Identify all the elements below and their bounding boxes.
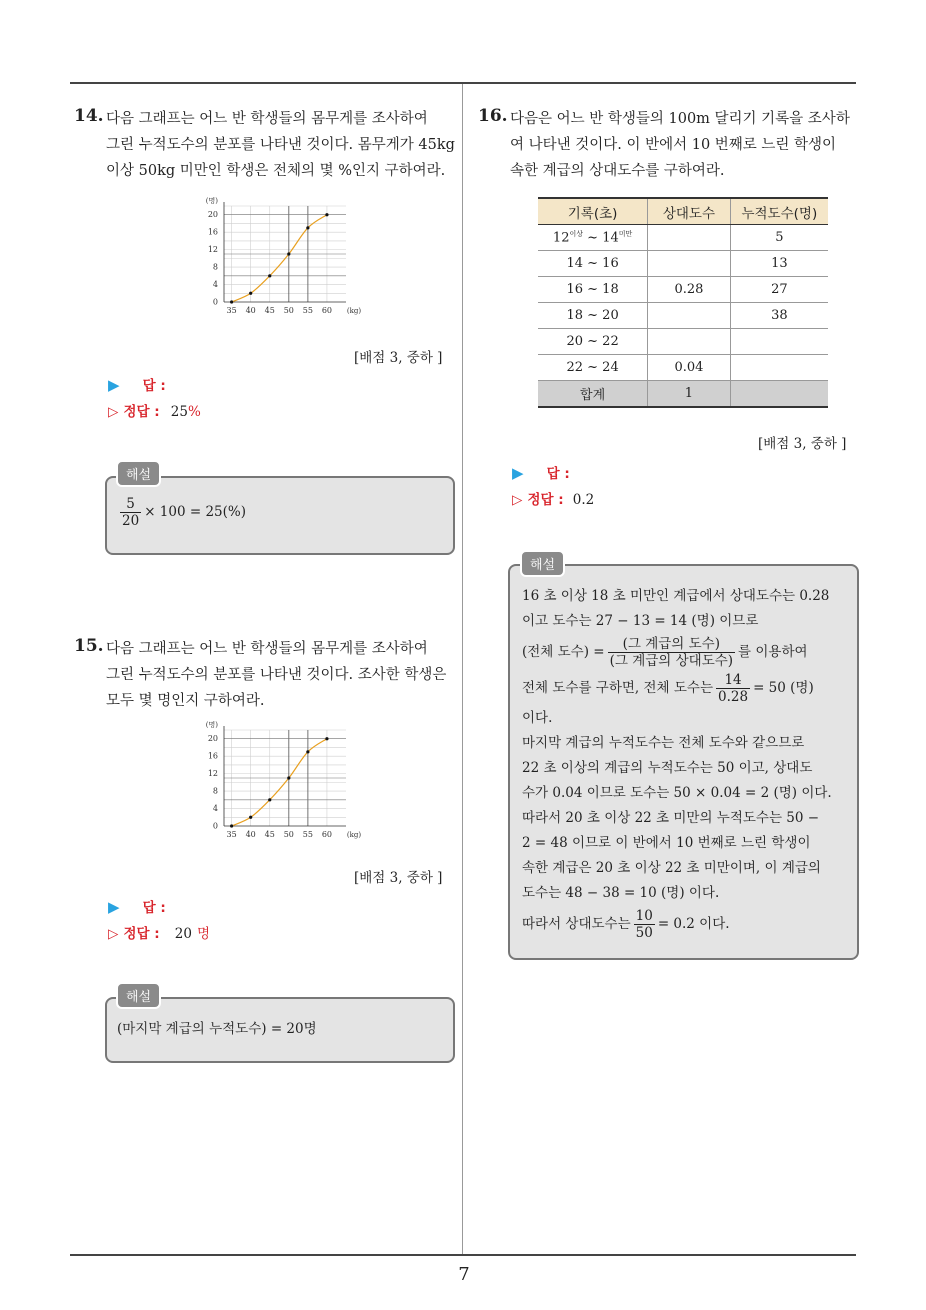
x-tick-label: 40 <box>245 306 256 315</box>
solution-tag-15: 해설 <box>116 982 161 1009</box>
table-cell-cumulative <box>730 329 828 355</box>
fraction: $\frac{14}{0.28}$ <box>718 672 749 705</box>
data-point <box>230 824 233 827</box>
solution-line: 전체 도수를 구하면, 전체 도수는 $\frac{14}{0.28}$ = 50 (명) <box>522 672 814 705</box>
solution-line: (전체 도수) = $\frac{\text{(그 계급의 도수)}}{\text{(그 계급의 상대도수)}}$ 를 이용하여 <box>522 636 808 669</box>
question-16-line: 속한 계급의 상대도수를 구하여라. <box>510 163 725 179</box>
data-point <box>249 292 252 295</box>
solution-line: 2 = 48 이므로 이 반에서 10 번째로 느린 학생이 <box>522 835 811 851</box>
table-cell-range: 14 ~ 16 <box>538 251 648 277</box>
table-cell-range: 16 ~ 18 <box>538 277 648 303</box>
play-icon: ▶ <box>108 898 120 916</box>
table-total-label: 합계 <box>538 381 648 408</box>
x-tick-label: 35 <box>226 830 237 839</box>
correct-value: 25 <box>170 404 188 420</box>
table-header: 상대도수 <box>648 198 731 225</box>
table-row <box>538 251 828 277</box>
bottom-rule <box>70 1254 856 1256</box>
question-14-line: 이상 50kg 미만인 학생은 전체의 몇 %인지 구하여라. <box>106 163 446 179</box>
table-cell-cumulative: 38 <box>730 303 828 329</box>
y-tick-label: 12 <box>207 769 218 779</box>
question-15-line: 모두 몇 명인지 구하여라. <box>106 693 265 709</box>
table-cell-cumulative: 5 <box>730 225 828 251</box>
table-total-row <box>538 381 828 408</box>
question-14-number: 14. <box>74 106 104 126</box>
question-15-correct-row <box>108 922 210 942</box>
question-15-number: 15. <box>74 636 104 656</box>
question-15-line: 다음 그래프는 어느 반 학생들의 몸무게를 조사하여 <box>106 641 428 657</box>
correct-unit: 명 <box>197 926 211 942</box>
table-total-cumulative <box>730 381 828 408</box>
solution-line: 따라서 상대도수는 $\frac{10}{50}$ = 0.2 이다. <box>522 908 730 941</box>
x-tick-label: 55 <box>302 306 313 315</box>
triangle-outline-icon: ▷ <box>108 926 119 942</box>
fraction: $\frac{10}{50}$ <box>635 908 653 941</box>
correct-value: 20 <box>174 926 192 942</box>
x-tick-label: 35 <box>226 306 237 315</box>
solution-box-14 <box>105 476 455 555</box>
table-row <box>538 355 828 381</box>
correct-label: 정답 : <box>527 492 564 508</box>
y-tick-label: 4 <box>212 280 218 290</box>
data-point <box>287 252 290 255</box>
frequency-table <box>538 197 828 408</box>
table-cell-relative: 0.28 <box>648 277 731 303</box>
table-total-relative: 1 <box>648 381 731 408</box>
solution-line: 이다. <box>522 710 553 726</box>
question-15-answer-row <box>108 896 166 916</box>
y-axis-label: (명) <box>205 721 218 729</box>
data-point <box>306 750 309 753</box>
table-cell-relative <box>648 303 731 329</box>
top-rule <box>70 82 856 84</box>
question-15-line: 그린 누적도수의 분포를 나타낸 것이다. 조사한 학생은 <box>106 667 447 683</box>
answer-label: 답 : <box>142 378 166 394</box>
question-14-correct-row <box>108 400 201 420</box>
solution-line: 수가 0.04 이므로 도수는 50 × 0.04 = 2 (명) 이다. <box>522 785 832 801</box>
table-cell-range: 20 ~ 22 <box>538 329 648 355</box>
x-axis-label: (kg) <box>346 831 362 839</box>
y-tick-label: 16 <box>207 227 218 237</box>
data-point <box>268 274 271 277</box>
table-header-row <box>538 198 828 225</box>
question-16-number: 16. <box>478 106 508 126</box>
solution-tag-16: 해설 <box>520 550 565 577</box>
answer-label: 답 : <box>142 900 166 916</box>
question-16-line: 여 나타낸 것이다. 이 반에서 10 번째로 느린 학생이 <box>510 137 837 153</box>
table-row <box>538 277 828 303</box>
question-14-line: 그린 누적도수의 분포를 나타낸 것이다. 몸무게가 45kg <box>106 137 455 153</box>
cumulative-frequency-chart-14 <box>196 194 364 320</box>
table-cell-cumulative <box>730 355 828 381</box>
question-16-answer-row <box>512 462 570 482</box>
question-14-answer-row <box>108 374 166 394</box>
x-tick-label: 40 <box>245 830 256 839</box>
question-16-meta: [배점 3, 중하 ] <box>758 436 847 452</box>
y-tick-label: 12 <box>207 245 218 255</box>
solution-line: 도수는 48 − 38 = 10 (명) 이다. <box>522 885 720 901</box>
solution-14-text <box>117 496 246 529</box>
y-tick-label: 8 <box>212 262 218 272</box>
table-cell-cumulative: 27 <box>730 277 828 303</box>
play-icon: ▶ <box>512 464 524 482</box>
y-tick-label: 20 <box>207 734 218 744</box>
solution-line: 따라서 20 초 이상 22 초 미만의 누적도수는 50 − <box>522 810 820 826</box>
question-14-text <box>106 106 466 184</box>
triangle-outline-icon: ▷ <box>512 492 523 508</box>
solution-line: 16 초 이상 18 초 미만인 계급에서 상대도수는 0.28 <box>522 588 830 604</box>
x-tick-label: 50 <box>283 830 294 839</box>
question-15-text <box>106 636 466 714</box>
solution-line: 이고 도수는 27 − 13 = 14 (명) 이므로 <box>522 613 759 629</box>
fraction: $\frac{\text{(그 계급의 도수)}}{\text{(그 계급의 상대도수)}}$ <box>609 636 734 669</box>
y-tick-label: 16 <box>207 751 218 761</box>
question-16-correct-row <box>512 488 594 508</box>
correct-unit: % <box>187 404 201 420</box>
y-tick-label: 4 <box>212 804 218 814</box>
solution-14-expression: × 100 = 25(%) <box>144 504 246 520</box>
fraction: $\frac{5}{20}$ <box>122 496 140 529</box>
table-row <box>538 225 828 251</box>
table-header: 누적도수(명) <box>730 198 828 225</box>
data-point <box>249 816 252 819</box>
page-number: 7 <box>458 1264 470 1285</box>
correct-label: 정답 : <box>123 404 160 420</box>
correct-label: 정답 : <box>123 926 160 942</box>
triangle-outline-icon: ▷ <box>108 404 119 420</box>
question-16-line: 다음은 어느 반 학생들의 100m 달리기 기록을 조사하 <box>510 111 850 127</box>
solution-tag-14: 해설 <box>116 460 161 487</box>
data-point <box>325 737 328 740</box>
x-tick-label: 60 <box>321 306 333 315</box>
y-tick-label: 8 <box>212 786 218 796</box>
x-tick-label: 45 <box>264 830 275 839</box>
y-tick-label: 0 <box>212 821 218 831</box>
x-axis-label: (kg) <box>346 307 362 315</box>
table-cell-cumulative: 13 <box>730 251 828 277</box>
question-16-text <box>510 106 866 184</box>
table-cell-relative: 0.04 <box>648 355 731 381</box>
table-cell-range: $12^{이상}$ ~ $14^{미만}$ <box>538 225 648 251</box>
question-14-line: 다음 그래프는 어느 반 학생들의 몸무게를 조사하여 <box>106 111 428 127</box>
correct-value: 0.2 <box>572 492 595 508</box>
x-tick-label: 45 <box>264 306 275 315</box>
x-tick-label: 55 <box>302 830 313 839</box>
solution-line: 속한 계급은 20 초 이상 22 초 미만이며, 이 계급의 <box>522 860 821 876</box>
y-tick-label: 20 <box>207 210 218 220</box>
data-point <box>230 300 233 303</box>
table-row <box>538 329 828 355</box>
x-tick-label: 50 <box>283 306 294 315</box>
play-icon: ▶ <box>108 376 120 394</box>
y-tick-label: 0 <box>212 297 218 307</box>
data-point <box>306 226 309 229</box>
data-point <box>268 798 271 801</box>
table-cell-range: 18 ~ 20 <box>538 303 648 329</box>
solution-15-text: (마지막 계급의 누적도수) = 20명 <box>117 1021 317 1037</box>
data-point <box>325 213 328 216</box>
answer-label: 답 : <box>546 466 570 482</box>
table-header: 기록(초) <box>538 198 648 225</box>
solution-line: 마지막 계급의 누적도수는 전체 도수와 같으므로 <box>522 735 805 751</box>
question-15-meta: [배점 3, 중하 ] <box>354 870 443 886</box>
x-tick-label: 60 <box>321 830 333 839</box>
data-point <box>287 776 290 779</box>
solution-box-16 <box>508 564 859 960</box>
table-cell-relative <box>648 251 731 277</box>
table-row <box>538 303 828 329</box>
solution-16-text <box>522 584 852 942</box>
cumulative-frequency-chart-15 <box>196 718 364 844</box>
table-cell-relative <box>648 329 731 355</box>
table-cell-range: 22 ~ 24 <box>538 355 648 381</box>
solution-line: 22 초 이상의 계급의 누적도수는 50 이고, 상대도 <box>522 760 813 776</box>
table-cell-relative <box>648 225 731 251</box>
question-14-meta: [배점 3, 중하 ] <box>354 350 443 366</box>
y-axis-label: (명) <box>205 197 218 205</box>
